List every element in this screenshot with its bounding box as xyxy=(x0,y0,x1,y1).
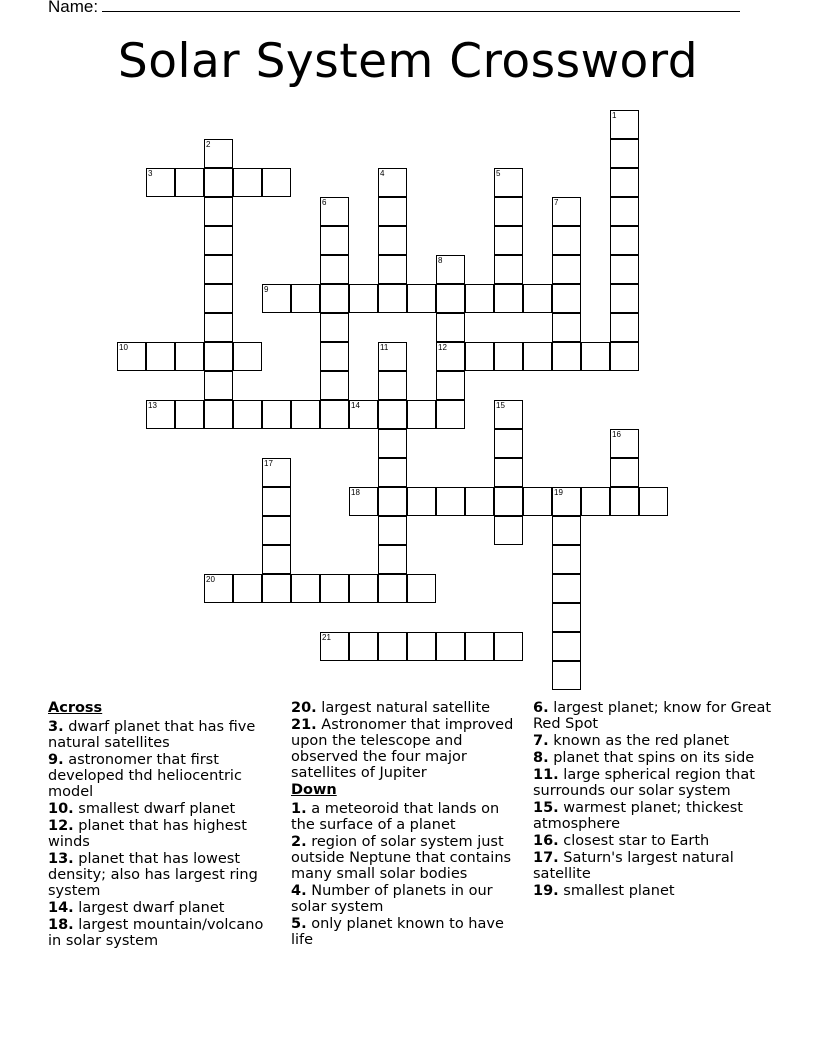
clues-column-3 xyxy=(533,700,773,900)
grid-cell[interactable] xyxy=(204,139,233,168)
grid-cell[interactable] xyxy=(291,400,320,429)
grid-cell[interactable] xyxy=(204,226,233,255)
grid-cell[interactable] xyxy=(349,574,378,603)
grid-cell[interactable] xyxy=(407,632,436,661)
grid-cell[interactable] xyxy=(436,487,465,516)
cell-number: 9 xyxy=(264,285,269,294)
grid-cell[interactable] xyxy=(378,429,407,458)
page-title: Solar System Crossword xyxy=(117,34,699,89)
grid-cell[interactable] xyxy=(523,284,552,313)
grid-cell[interactable] xyxy=(320,313,349,342)
grid-cell[interactable] xyxy=(552,342,581,371)
grid-cell[interactable] xyxy=(465,632,494,661)
cell-number: 14 xyxy=(351,401,360,410)
cell-number: 8 xyxy=(438,256,443,265)
grid-cell[interactable] xyxy=(233,342,262,371)
clue-down-11: 11. large spherical region that surrounds our solar system xyxy=(533,767,755,799)
grid-cell[interactable] xyxy=(233,400,262,429)
name-label: Name: xyxy=(48,0,99,16)
grid-cell[interactable] xyxy=(262,574,291,603)
clue-across-13: 13. planet that has lowest density; also has largest ring system xyxy=(48,851,258,899)
grid-cell[interactable] xyxy=(175,342,204,371)
cell-number: 19 xyxy=(554,488,563,497)
grid-cell[interactable] xyxy=(262,516,291,545)
grid-cell[interactable] xyxy=(494,168,523,197)
cell-number: 4 xyxy=(380,169,385,178)
grid-cell[interactable] xyxy=(349,400,378,429)
grid-cell[interactable] xyxy=(436,255,465,284)
grid-cell[interactable] xyxy=(494,458,523,487)
grid-cell[interactable] xyxy=(465,487,494,516)
clue-down-2: 2. region of solar system just outside Neptune that contains many small solar bodies xyxy=(291,834,512,882)
clue-down-4: 4. Number of planets in our solar system xyxy=(291,883,493,915)
grid-cell[interactable] xyxy=(523,342,552,371)
grid-cell[interactable] xyxy=(552,516,581,545)
clue-down-8: 8. planet that spins on its side xyxy=(533,750,755,766)
cell-number: 6 xyxy=(322,198,327,207)
grid-cell[interactable] xyxy=(494,400,523,429)
grid-cell[interactable] xyxy=(494,197,523,226)
grid-cell[interactable] xyxy=(552,313,581,342)
clue-down-15: 15. warmest planet; thickest atmosphere xyxy=(533,800,743,832)
grid-cell[interactable] xyxy=(146,168,175,197)
grid-cell[interactable] xyxy=(378,197,407,226)
cell-number: 13 xyxy=(148,401,157,410)
grid-cell[interactable] xyxy=(552,632,581,661)
cell-number: 11 xyxy=(380,343,389,352)
grid-cell[interactable] xyxy=(610,342,639,371)
cell-number: 12 xyxy=(438,343,447,352)
grid-cell[interactable] xyxy=(378,168,407,197)
grid-cell[interactable] xyxy=(610,226,639,255)
grid-cell[interactable] xyxy=(320,197,349,226)
grid-cell[interactable] xyxy=(204,574,233,603)
grid-cell[interactable] xyxy=(204,197,233,226)
grid-cell[interactable] xyxy=(465,284,494,313)
grid-cell[interactable] xyxy=(494,429,523,458)
grid-cell[interactable] xyxy=(378,487,407,516)
grid-cell[interactable] xyxy=(262,168,291,197)
grid-cell[interactable] xyxy=(175,400,204,429)
grid-cell[interactable] xyxy=(436,632,465,661)
grid-cell[interactable] xyxy=(407,400,436,429)
clue-across-3: 3. dwarf planet that has five natural satellites xyxy=(48,719,256,751)
grid-cell[interactable] xyxy=(320,226,349,255)
clue-across-10: 10. smallest dwarf planet xyxy=(48,801,236,817)
grid-cell[interactable] xyxy=(407,574,436,603)
grid-cell[interactable] xyxy=(291,574,320,603)
grid-cell[interactable] xyxy=(552,226,581,255)
grid-cell[interactable] xyxy=(291,284,320,313)
grid-cell[interactable] xyxy=(378,342,407,371)
clue-down-7: 7. known as the red planet xyxy=(533,733,730,749)
grid-cell[interactable] xyxy=(349,284,378,313)
clue-across-18: 18. largest mountain/volcano in solar system xyxy=(48,917,264,949)
down-heading: Down xyxy=(291,782,337,798)
grid-cell[interactable] xyxy=(378,574,407,603)
cell-number: 16 xyxy=(612,430,621,439)
grid-cell[interactable] xyxy=(175,168,204,197)
grid-cell[interactable] xyxy=(610,197,639,226)
grid-cell[interactable] xyxy=(262,458,291,487)
grid-cell[interactable] xyxy=(320,284,349,313)
grid-cell[interactable] xyxy=(465,342,494,371)
cell-number: 20 xyxy=(206,575,215,584)
grid-cell[interactable] xyxy=(581,487,610,516)
grid-cell[interactable] xyxy=(204,400,233,429)
grid-cell[interactable] xyxy=(552,574,581,603)
grid-cell[interactable] xyxy=(436,342,465,371)
grid-cell[interactable] xyxy=(494,255,523,284)
grid-cell[interactable] xyxy=(378,458,407,487)
grid-cell[interactable] xyxy=(610,284,639,313)
clue-down-17: 17. Saturn's largest natural satellite xyxy=(533,850,734,882)
grid-cell[interactable] xyxy=(320,255,349,284)
grid-cell[interactable] xyxy=(320,371,349,400)
cell-number: 10 xyxy=(119,343,128,352)
grid-cell[interactable] xyxy=(204,313,233,342)
grid-cell[interactable] xyxy=(610,255,639,284)
clue-across-12: 12. planet that has highest winds xyxy=(48,818,247,850)
clue-down-5: 5. only planet known to have life xyxy=(291,916,504,948)
grid-cell[interactable] xyxy=(552,255,581,284)
grid-cell[interactable] xyxy=(552,487,581,516)
cell-number: 17 xyxy=(264,459,273,468)
grid-cell[interactable] xyxy=(378,400,407,429)
grid-cell[interactable] xyxy=(407,284,436,313)
grid-cell[interactable] xyxy=(378,632,407,661)
grid-cell[interactable] xyxy=(204,284,233,313)
grid-cell[interactable] xyxy=(407,487,436,516)
grid-cell[interactable] xyxy=(378,255,407,284)
clues-column-2 xyxy=(291,700,521,949)
grid-cell[interactable] xyxy=(610,313,639,342)
cell-number: 21 xyxy=(322,633,331,642)
grid-cell[interactable] xyxy=(233,574,262,603)
cell-number: 1 xyxy=(612,111,617,120)
cell-number: 3 xyxy=(148,169,153,178)
grid-cell[interactable] xyxy=(262,400,291,429)
grid-cell[interactable] xyxy=(436,284,465,313)
across-heading: Across xyxy=(48,700,103,716)
grid-cell[interactable] xyxy=(262,545,291,574)
grid-cell[interactable] xyxy=(320,400,349,429)
grid-cell[interactable] xyxy=(552,197,581,226)
grid-cell[interactable] xyxy=(523,487,552,516)
grid-cell[interactable] xyxy=(349,487,378,516)
grid-cell[interactable] xyxy=(117,342,146,371)
grid-cell[interactable] xyxy=(610,458,639,487)
clue-down-1: 1. a meteoroid that lands on the surface of a planet xyxy=(291,801,500,833)
cell-number: 2 xyxy=(206,140,211,149)
grid-cell[interactable] xyxy=(204,255,233,284)
grid-cell[interactable] xyxy=(349,632,378,661)
clue-across-20: 20. largest natural satellite xyxy=(291,700,491,716)
grid-cell[interactable] xyxy=(552,603,581,632)
cell-number: 7 xyxy=(554,198,559,207)
clue-across-14: 14. largest dwarf planet xyxy=(48,900,225,916)
grid-cell[interactable] xyxy=(610,429,639,458)
cell-number: 5 xyxy=(496,169,501,178)
grid-cell[interactable] xyxy=(581,342,610,371)
grid-cell[interactable] xyxy=(378,545,407,574)
grid-cell[interactable] xyxy=(494,487,523,516)
grid-cell[interactable] xyxy=(146,400,175,429)
grid-cell[interactable] xyxy=(233,168,262,197)
grid-cell[interactable] xyxy=(378,516,407,545)
grid-cell[interactable] xyxy=(610,168,639,197)
grid-cell[interactable] xyxy=(610,139,639,168)
grid-cell[interactable] xyxy=(494,342,523,371)
clue-across-9: 9. astronomer that first developed thd heliocentric model xyxy=(48,752,242,800)
grid-cell[interactable] xyxy=(204,168,233,197)
grid-cell[interactable] xyxy=(610,487,639,516)
clue-down-16: 16. closest star to Earth xyxy=(533,833,710,849)
grid-cell[interactable] xyxy=(320,574,349,603)
grid-cell[interactable] xyxy=(262,284,291,313)
clue-down-6: 6. largest planet; know for Great Red Spot xyxy=(533,700,772,732)
grid-cell[interactable] xyxy=(494,284,523,313)
grid-cell[interactable] xyxy=(494,226,523,255)
grid-cell[interactable] xyxy=(320,632,349,661)
grid-cell[interactable] xyxy=(378,226,407,255)
grid-cell[interactable] xyxy=(204,342,233,371)
grid-cell[interactable] xyxy=(436,400,465,429)
clue-down-19: 19. smallest planet xyxy=(533,883,675,899)
clues-column-1 xyxy=(48,700,278,950)
grid-cell[interactable] xyxy=(436,371,465,400)
grid-cell[interactable] xyxy=(552,284,581,313)
grid-cell[interactable] xyxy=(378,371,407,400)
grid-cell[interactable] xyxy=(552,661,581,690)
grid-cell[interactable] xyxy=(320,342,349,371)
cell-number: 18 xyxy=(351,488,360,497)
grid-cell[interactable] xyxy=(204,371,233,400)
cell-number: 15 xyxy=(496,401,505,410)
clue-across-21: 21. Astronomer that improved upon the telescope and observed the four major satellites of Jupiter xyxy=(291,717,514,781)
grid-cell[interactable] xyxy=(552,545,581,574)
grid-cell[interactable] xyxy=(262,487,291,516)
grid-cell[interactable] xyxy=(436,313,465,342)
grid-cell[interactable] xyxy=(494,632,523,661)
grid-cell[interactable] xyxy=(378,284,407,313)
grid-cell[interactable] xyxy=(146,342,175,371)
grid-cell[interactable] xyxy=(494,516,523,545)
grid-cell[interactable] xyxy=(639,487,668,516)
grid-cell[interactable] xyxy=(610,110,639,139)
